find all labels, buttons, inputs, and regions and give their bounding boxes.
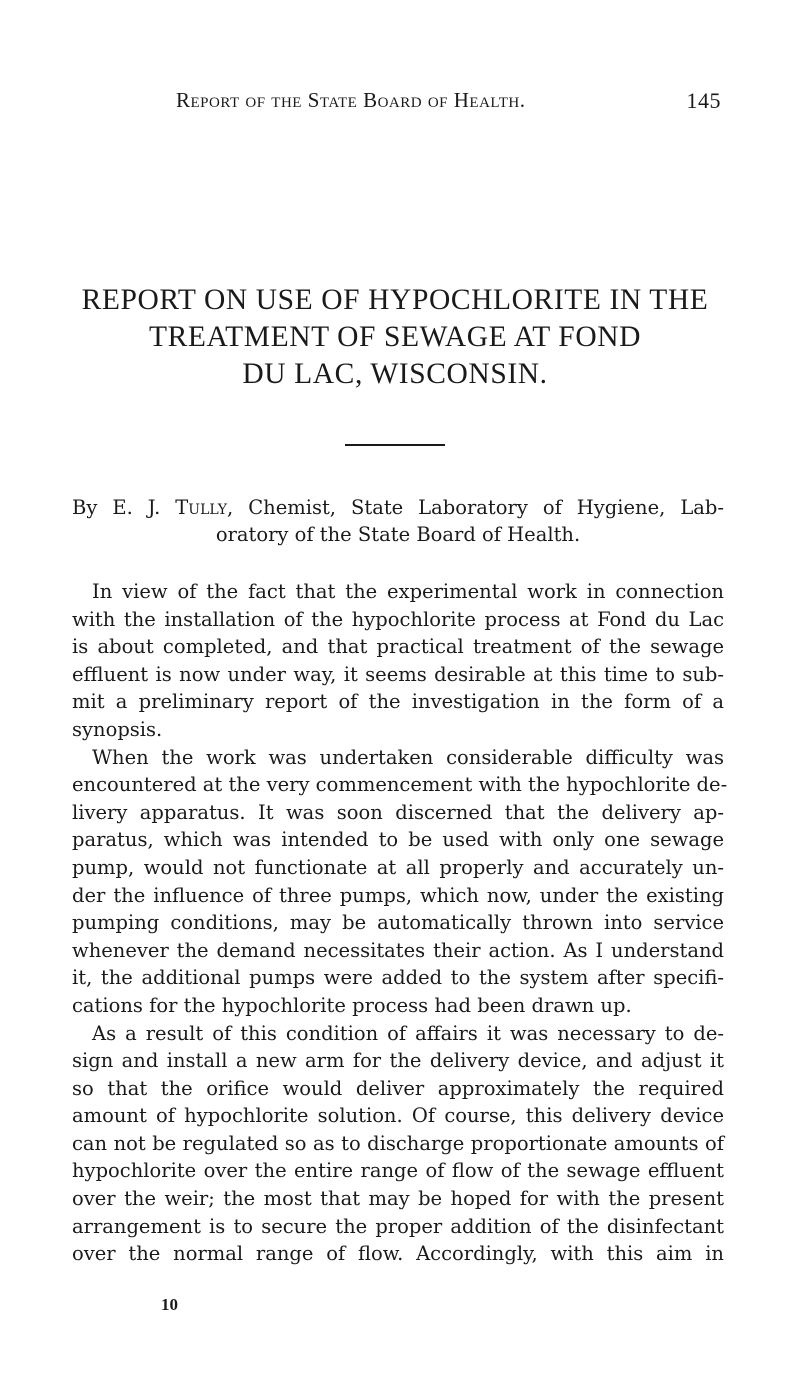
text-line: hypochlorite over the entire range of flow of the sewage effluent — [72, 1159, 724, 1183]
text-line: with the installation of the hypochlorite process at Fond du Lac — [72, 607, 724, 631]
byline-prefix: By E. J. — [72, 496, 161, 519]
text-line: whenever the demand necessitates their action. As I understand — [72, 938, 724, 962]
text-line: cations for the hypochlorite process had been drawn up. — [72, 993, 632, 1017]
text-line: so that the orifice would deliver approximately the required — [72, 1076, 724, 1100]
running-head — [176, 88, 721, 118]
text-line: livery apparatus. It was soon discerned that the delivery ap- — [72, 800, 724, 824]
signature-mark: 10 — [161, 1295, 178, 1314]
text-line: In view of the fact that the experimental work in connection — [92, 580, 724, 603]
byline-affiliation: Chemist, State Laboratory of Hygiene, Lab- — [248, 496, 724, 519]
title-divider — [345, 444, 445, 446]
author-name: Tully, — [175, 496, 234, 519]
text-line: pump, would not functionate at all properly and accurately un- — [72, 855, 724, 879]
text-line: paratus, which was intended to be used with only one sewage — [72, 828, 724, 852]
title-line: DU LAC, WISCONSIN. — [242, 358, 548, 390]
title-line: TREATMENT OF SEWAGE AT FOND — [148, 321, 642, 353]
page-number: 145 — [686, 88, 721, 113]
byline-line: oratory of the State Board of Health. — [215, 523, 581, 546]
text-line: over the normal range of flow. Accordingly, with this aim in — [72, 1242, 724, 1266]
paragraph — [72, 1020, 724, 1268]
text-line: arrangement is to secure the proper addition of the disinfectant — [72, 1214, 724, 1238]
byline-line — [72, 494, 724, 521]
text-line: amount of hypochlorite solution. Of course, this delivery device — [72, 1104, 724, 1128]
text-line: mit a preliminary report of the investigation in the form of a — [72, 690, 724, 714]
text-line: is about completed, and that practical treatment of the sewage — [72, 635, 724, 659]
text-line: der the influence of three pumps, which now, under the existing — [72, 883, 724, 907]
byline — [72, 494, 724, 548]
paragraph — [72, 578, 724, 744]
text-line: sign and install a new arm for the delivery device, and adjust it — [72, 1049, 724, 1073]
text-line: As a result of this condition of affairs it was necessary to de- — [92, 1021, 724, 1045]
text-line: When the work was undertaken considerable difficulty was — [92, 745, 724, 769]
text-line: encountered at the very commencement with the hypochlorite de- — [72, 773, 728, 797]
article-title — [60, 282, 730, 393]
text-line: can not be regulated so as to discharge proportionate amounts of — [72, 1131, 724, 1155]
text-line: over the weir; the most that may be hoped for with the present — [72, 1187, 724, 1211]
running-title: Report of the State Board of Health. — [176, 88, 526, 112]
text-line: effluent is now under way, it seems desirable at this time to sub- — [72, 662, 724, 686]
text-line: pumping conditions, may be automatically thrown into service — [72, 911, 724, 935]
title-line: REPORT ON USE OF HYPOCHLORITE IN THE — [81, 284, 709, 316]
paragraph — [72, 744, 728, 1020]
text-line: it, the additional pumps were added to the system after specifi- — [72, 966, 724, 990]
text-line: synopsis. — [72, 717, 163, 741]
body-text — [72, 578, 728, 1268]
